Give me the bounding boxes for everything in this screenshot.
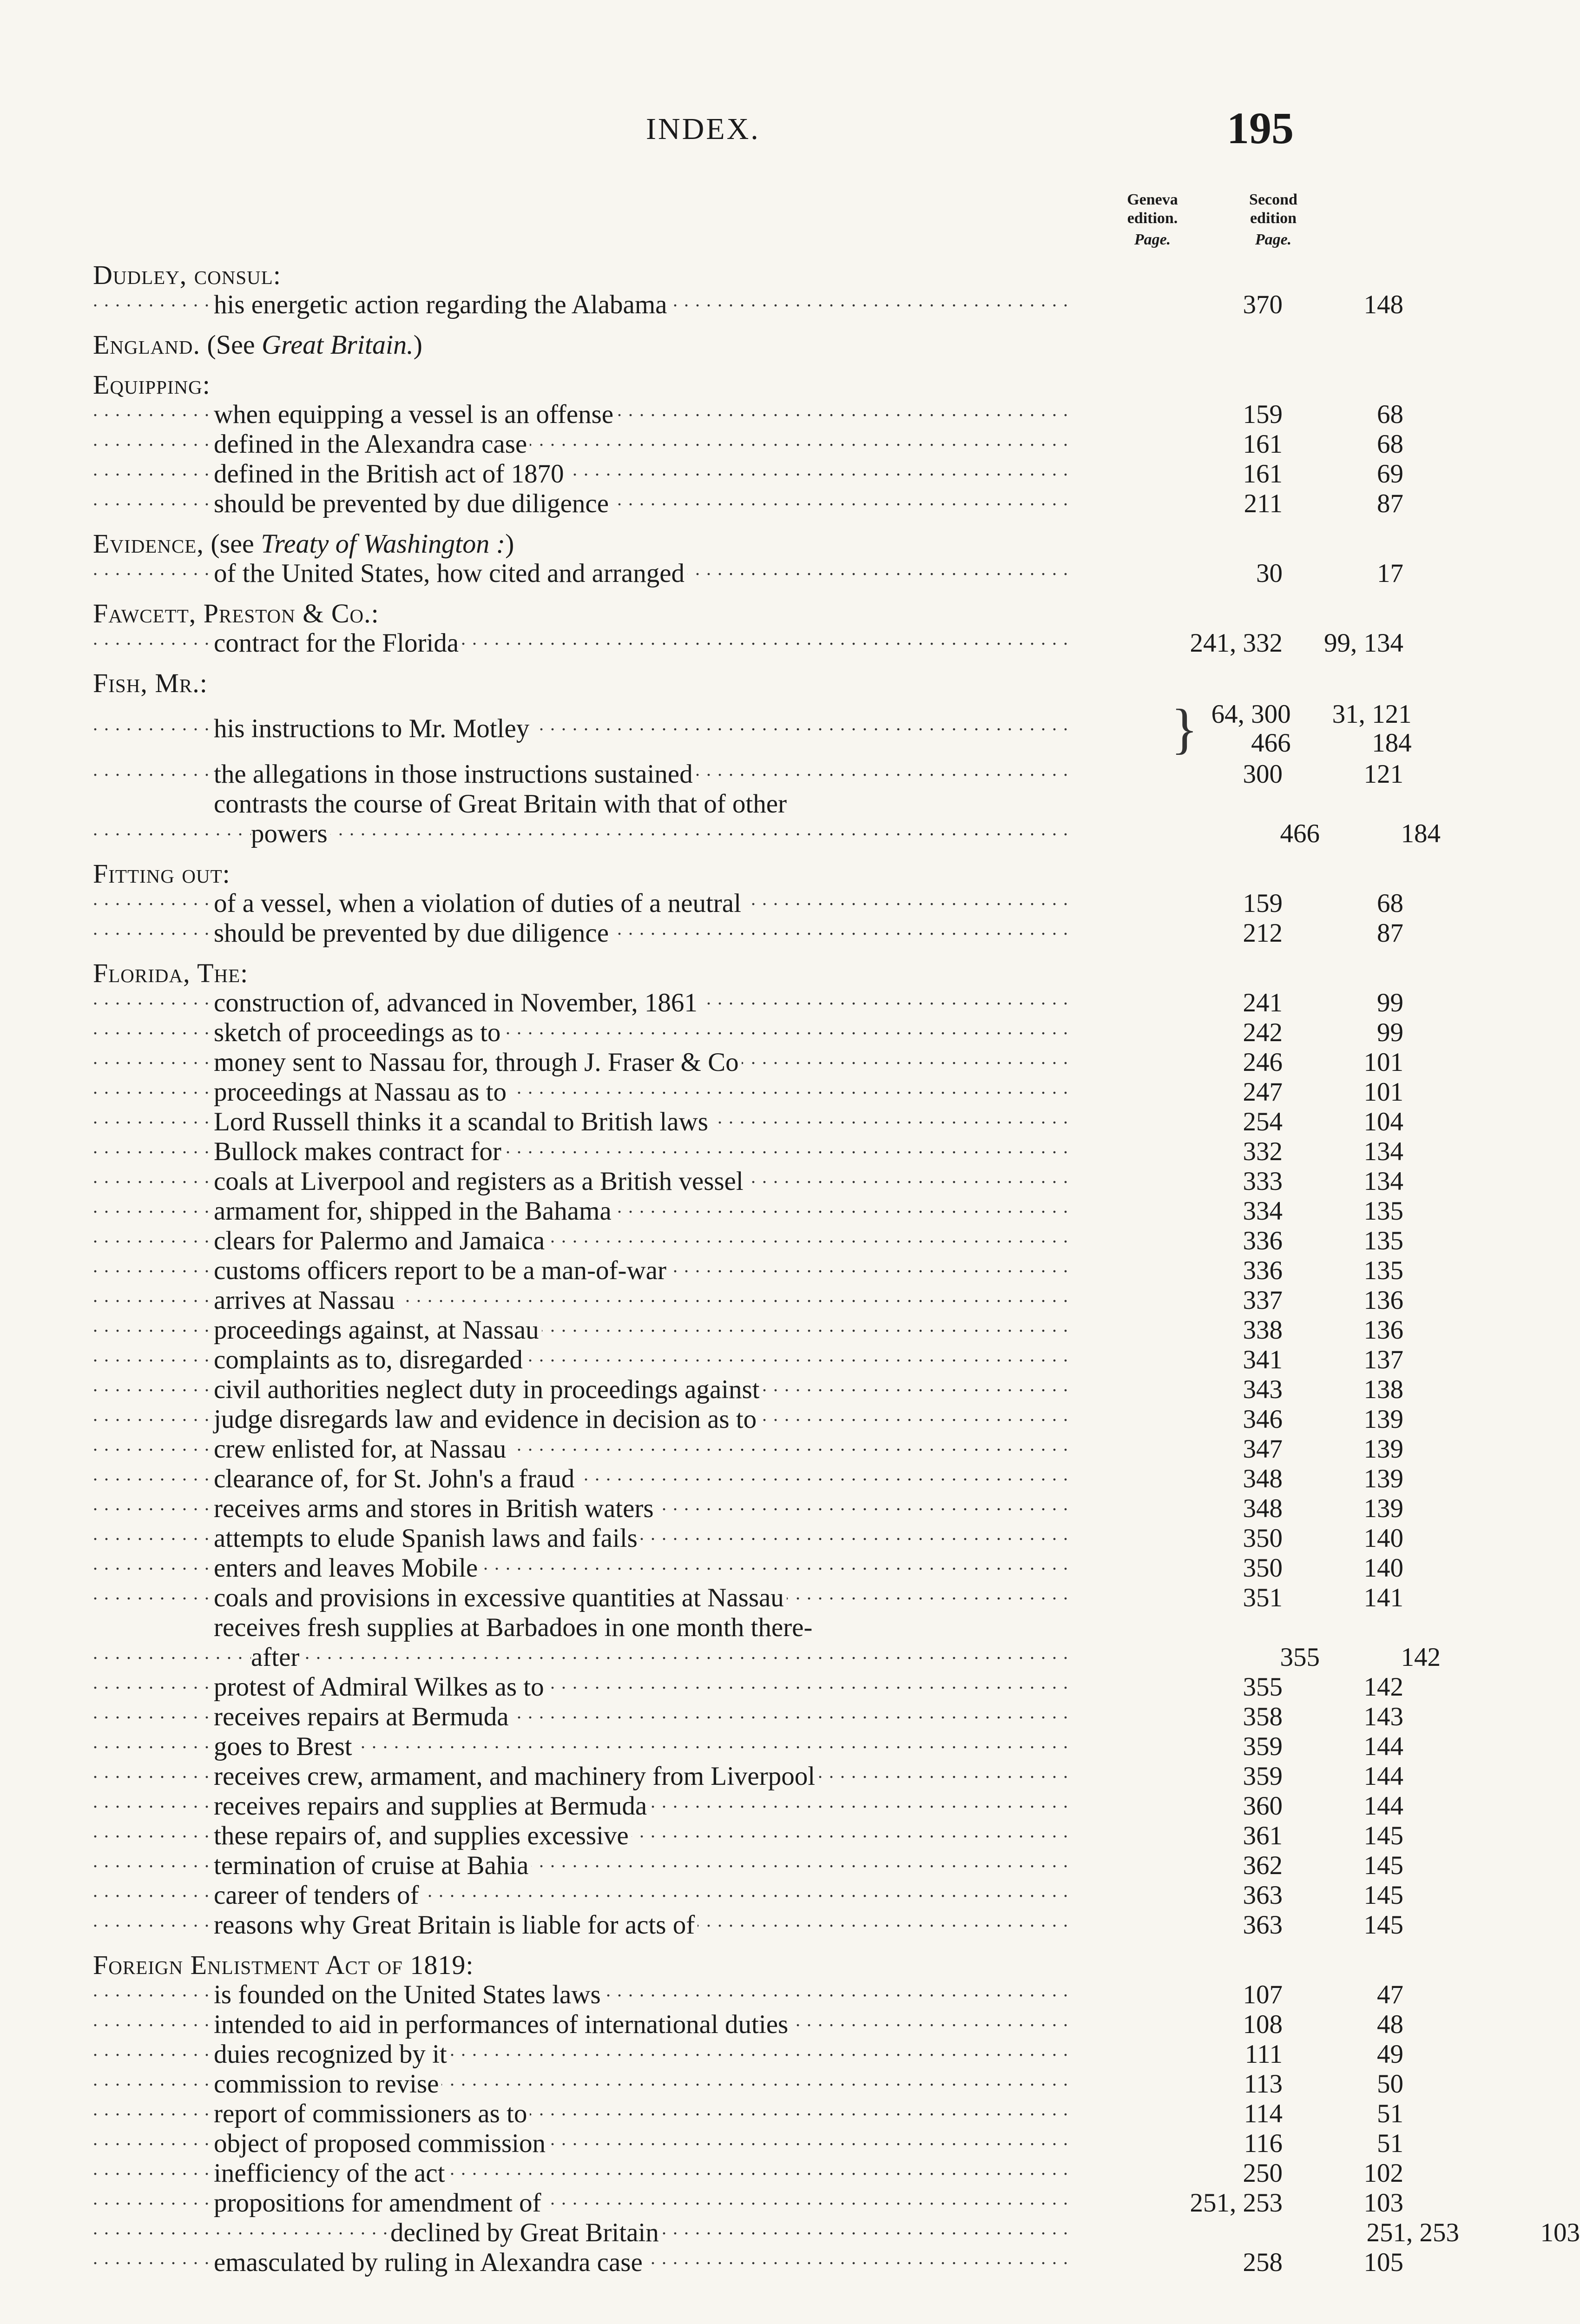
geneva-page-ref: 241, 332 [1190,628,1283,658]
geneva-heading-page: Page. [1134,231,1171,248]
geneva-page-ref: 113 [1244,2069,1283,2099]
subentry-text: proceedings at Nassau as to [214,1077,509,1107]
second-page-ref: 50 [1377,2069,1403,2099]
index-subentry [93,789,1348,819]
subentry-text: declined by Great Britain [390,2218,662,2247]
subentry-text: of a vessel, when a violation of duties of a neutral [214,889,744,918]
subentry-text: intended to aid in performances of international duties [214,2010,791,2039]
geneva-page-ref: 254 [1243,1107,1283,1136]
second-page-ref [1310,700,1412,758]
second-page-ref: 99 [1377,988,1403,1017]
second-page-ref: 134 [1363,1167,1403,1196]
index-subentry [93,918,1403,948]
entry-heading-text: Foreign Enlistment Act of 1819: [93,1950,474,1980]
second-page-ref: 68 [1377,889,1403,918]
geneva-page-ref: 359 [1243,1732,1283,1761]
geneva-page-ref: 363 [1243,1910,1283,1940]
subentry-text: coals at Liverpool and registers as a British vessel [214,1167,746,1196]
page-header [0,102,1501,158]
geneva-page-ref: 247 [1243,1077,1283,1107]
index-entry [93,598,1403,658]
second-page-ref: 136 [1363,1286,1403,1315]
index-subentry [93,290,1403,320]
subentry-text: object of proposed commission [214,2129,548,2158]
second-page-ref: 87 [1377,489,1403,518]
subentry-text: his instructions to Mr. Motley [214,714,532,743]
geneva-page-ref [1198,700,1310,758]
subentry-text: receives repairs and supplies at Bermuda [214,1791,650,1821]
geneva-page-ref: 336 [1243,1226,1283,1255]
entry-heading-text: Dudley, consul: [93,260,281,290]
index-subentry [93,1762,1403,1791]
subentry-text: inefficiency of the act [214,2159,448,2188]
second-page-ref: 99, 134 [1324,628,1403,658]
second-page-ref: 103 [1363,2188,1403,2218]
index-entry [93,528,1403,588]
second-page-ref: 99 [1377,1018,1403,1047]
second-page-ref: 135 [1363,1226,1403,1255]
index-list [93,260,1580,2288]
cross-reference-prefix: (see [211,528,261,559]
subentry-text: construction of, advanced in November, 1861 [214,988,700,1017]
index-subentry [93,1167,1403,1196]
second-page-ref: 136 [1363,1315,1403,1345]
second-page-ref: 47 [1377,1980,1403,2009]
subentry-text: defined in the British act of 1870 [214,459,567,489]
second-page-ref: 69 [1377,459,1403,489]
subentry-text: his energetic action regarding the Alabama [214,290,670,319]
index-subentry [93,759,1403,789]
second-page-ref: 145 [1363,1821,1403,1850]
subentry-text: is founded on the United States laws [214,1980,604,2009]
subentry-text: customs officers report to be a man-of-war [214,1256,669,1285]
geneva-page-ref: 359 [1243,1762,1283,1791]
second-page-ref: 139 [1363,1494,1403,1523]
index-subentry [93,628,1403,658]
cross-reference-target: Great Britain. [262,330,414,360]
page-ref-value: 184 [1372,728,1412,758]
entry-heading-text: Fawcett, Preston & Co.: [93,598,379,628]
geneva-page-ref: 360 [1243,1791,1283,1821]
second-page-ref: 138 [1363,1375,1403,1404]
entry-heading-text: Florida, The: [93,958,249,988]
geneva-page-ref: 337 [1243,1286,1283,1315]
geneva-page-ref: 333 [1243,1167,1283,1196]
geneva-page-ref: 107 [1243,1980,1283,2009]
geneva-page-ref: 348 [1243,1494,1283,1523]
second-page-ref: 17 [1377,559,1403,588]
second-page-ref: 141 [1363,1583,1403,1612]
second-page-ref: 135 [1363,1196,1403,1226]
second-page-ref: 142 [1401,1643,1441,1672]
subentry-text: propositions for amendment of [214,2188,544,2218]
geneva-page-ref: 246 [1243,1048,1283,1077]
geneva-heading-line1: Geneva [1127,191,1178,208]
subentry-text: Lord Russell thinks it a scandal to British laws [214,1107,711,1136]
second-page-ref: 87 [1377,918,1403,948]
subentry-text: proceedings against, at Nassau [214,1315,542,1345]
subentry-text: crew enlisted for, at Nassau [214,1434,509,1464]
subentry-text: when equipping a vessel is an offense [214,400,616,429]
geneva-page-ref: 251, 253 [1366,2218,1459,2247]
index-subentry [93,489,1403,519]
second-edition-heading [1227,191,1320,249]
entry-heading-text: England. [93,330,201,360]
index-subentry [93,559,1403,588]
second-page-ref: 142 [1363,1672,1403,1702]
second-page-ref: 51 [1377,2129,1403,2158]
second-page-ref: 49 [1377,2040,1403,2069]
subentry-text: sketch of proceedings as to [214,1018,503,1047]
index-entry [93,958,1441,1940]
entry-heading [93,330,1348,360]
second-page-ref: 105 [1363,2248,1403,2277]
geneva-page-ref: 346 [1243,1405,1283,1434]
second-page-ref: 148 [1363,290,1403,319]
second-page-ref: 102 [1363,2159,1403,2188]
geneva-page-ref: 114 [1244,2099,1283,2128]
subentry-text: Bullock makes contract for [214,1137,504,1166]
subentry-text: of the United States, how cited and arranged [214,559,687,588]
geneva-page-ref: 242 [1243,1018,1283,1047]
index-entry [93,260,1403,320]
second-page-ref: 145 [1363,1881,1403,1910]
geneva-page-ref: 300 [1243,759,1283,789]
index-entry [93,330,1348,360]
second-page-ref: 104 [1363,1107,1403,1136]
index-subentry [93,698,1412,759]
entry-heading-text: Evidence, [93,528,204,559]
subentry-text: clears for Palermo and Jamaica [214,1226,547,1255]
geneva-page-ref: 159 [1243,400,1283,429]
geneva-page-ref: 347 [1243,1434,1283,1464]
subentry-text: arrives at Nassau [214,1286,397,1315]
subentry-text: duies recognized by it [214,2040,450,2069]
cross-reference [200,330,422,360]
subentry-text: judge disregards law and evidence in decision as to [214,1405,759,1434]
geneva-heading-line2: edition. [1127,210,1178,227]
geneva-page-ref: 350 [1243,1524,1283,1553]
subentry-text: after [251,1643,302,1672]
geneva-page-ref: 348 [1243,1464,1283,1493]
geneva-page-ref: 332 [1243,1137,1283,1166]
subentry-text: powers [251,819,330,848]
subentry-text: enters and leaves Mobile [214,1553,481,1583]
index-subentry [93,1613,1348,1643]
second-heading-line2: edition [1250,210,1297,227]
second-page-ref: 68 [1377,400,1403,429]
geneva-page-ref: 116 [1244,2129,1283,2158]
geneva-page-ref: 466 [1280,819,1320,848]
second-page-ref: 143 [1363,1702,1403,1731]
geneva-page-ref: 355 [1243,1672,1283,1702]
subentry-text: should be prevented by due diligence [214,489,612,518]
second-page-ref: 140 [1363,1553,1403,1583]
geneva-page-ref: 212 [1243,918,1283,948]
index-subentry [93,1048,1403,1077]
geneva-page-ref: 351 [1243,1583,1283,1612]
second-page-ref: 139 [1363,1434,1403,1464]
second-page-ref: 134 [1363,1137,1403,1166]
index-subentry [93,1405,1403,1434]
subentry-text: should be prevented by due diligence [214,918,612,948]
subentry-text: receives arms and stores in British waters [214,1494,657,1523]
geneva-page-ref: 350 [1243,1553,1283,1583]
second-page-ref: 51 [1377,2099,1403,2128]
geneva-page-ref: 370 [1243,290,1283,319]
second-heading-line1: Second [1249,191,1297,208]
geneva-page-ref: 355 [1280,1643,1320,1672]
subentry-text: receives crew, armament, and machinery from Liverpool [214,1762,818,1791]
geneva-page-ref: 362 [1243,1851,1283,1880]
subentry-text: receives fresh supplies at Barbadoes in one month there- [214,1613,815,1642]
cross-reference-target: Treaty of Washington : [261,528,506,559]
second-heading-page: Page. [1255,231,1292,248]
brace-mark: } [1171,698,1198,759]
geneva-page-ref: 161 [1243,429,1283,459]
geneva-page-ref: 108 [1243,2010,1283,2039]
subentry-text: receives repairs at Bermuda [214,1702,512,1731]
cross-reference-suffix: ) [505,528,514,559]
subentry-text: career of tenders of [214,1881,421,1910]
index-entry [93,1950,1580,2278]
index-subentry [93,1583,1403,1613]
index-entry [93,370,1403,519]
geneva-page-ref: 211 [1244,489,1283,518]
geneva-page-ref: 358 [1243,1702,1283,1731]
second-page-ref: 145 [1363,1851,1403,1880]
second-page-ref: 145 [1363,1910,1403,1940]
index-subentry [93,819,1441,849]
subentry-text: complaints as to, disregarded [214,1345,526,1374]
second-page-ref: 137 [1363,1345,1403,1374]
second-page-ref: 139 [1363,1464,1403,1493]
subentry-text: attempts to elude Spanish laws and fails [214,1524,640,1553]
index-entry [93,668,1441,849]
geneva-page-ref: 241 [1243,988,1283,1017]
second-page-ref: 101 [1363,1048,1403,1077]
subentry-text: contrasts the course of Great Britain with that of other [214,789,790,819]
page-ref-value: 31, 121 [1332,700,1412,729]
second-page-ref: 144 [1363,1762,1403,1791]
cross-reference-prefix: (See [207,330,262,360]
subentry-text: termination of cruise at Bahia [214,1851,531,1880]
subentry-text: contract for the Florida [214,628,461,658]
subentry-text: civil authorities neglect duty in proceedings against [214,1375,763,1404]
page-number: 195 [1227,103,1294,153]
entry-heading-text: Equipping: [93,370,211,400]
index-subentry [93,2010,1403,2040]
second-page-ref: 121 [1363,759,1403,789]
geneva-edition-heading [1106,191,1199,249]
geneva-page-ref: 334 [1243,1196,1283,1226]
subentry-text: report of commissioners as to [214,2099,530,2128]
index-subentry [93,1375,1403,1405]
subentry-text: the allegations in those instructions sustained [214,759,696,789]
subentry-text: armament for, shipped in the Bahama [214,1196,614,1226]
subentry-text: protest of Admiral Wilkes as to [214,1672,547,1702]
second-page-ref: 140 [1363,1524,1403,1553]
second-page-ref: 101 [1363,1077,1403,1107]
geneva-page-ref: 159 [1243,889,1283,918]
index-subentry [93,889,1403,918]
subentry-text: goes to Brest [214,1732,355,1761]
geneva-page-ref: 30 [1256,559,1283,588]
geneva-page-ref: 258 [1243,2248,1283,2277]
subentry-text: defined in the Alexandra case [214,429,530,459]
geneva-page-ref: 251, 253 [1190,2188,1283,2218]
entry-heading-text: Fitting out: [93,858,230,889]
index-entry [93,858,1403,948]
page-ref-value: 466 [1251,728,1291,758]
subentry-text: coals and provisions in excessive quantities at Nassau [214,1583,787,1612]
subentry-text: emasculated by ruling in Alexandra case [214,2248,645,2277]
geneva-page-ref: 250 [1243,2159,1283,2188]
geneva-page-ref: 336 [1243,1256,1283,1285]
subentry-text: commission to revise [214,2069,441,2099]
page-ref-value: 64, 300 [1211,700,1291,729]
second-page-ref: 48 [1377,2010,1403,2039]
geneva-page-ref: 361 [1243,1821,1283,1850]
second-page-ref: 144 [1363,1791,1403,1821]
subentry-text: reasons why Great Britain is liable for acts of [214,1910,698,1940]
entry-heading-text: Fish, Mr.: [93,668,208,698]
entry-heading [93,668,1348,698]
second-page-ref: 139 [1363,1405,1403,1434]
second-page-ref: 184 [1401,819,1441,848]
second-page-ref: 103 [1540,2218,1580,2247]
geneva-page-ref: 161 [1243,459,1283,489]
geneva-page-ref: 363 [1243,1881,1283,1910]
header-title: INDEX. [646,112,760,146]
geneva-page-ref: 343 [1243,1375,1283,1404]
geneva-page-ref: 338 [1243,1315,1283,1345]
subentry-text: clearance of, for St. John's a fraud [214,1464,577,1493]
index-subentry [93,2248,1403,2278]
geneva-page-ref: 341 [1243,1345,1283,1374]
second-page-ref: 68 [1377,429,1403,459]
cross-reference-suffix: ) [413,330,422,360]
index-subentry [93,1910,1403,1940]
second-page-ref: 144 [1363,1732,1403,1761]
subentry-text: these repairs of, and supplies excessive [214,1821,632,1850]
geneva-page-ref: 111 [1244,2040,1283,2069]
second-page-ref: 135 [1363,1256,1403,1285]
subentry-text: money sent to Nassau for, through J. Fraser & Co [214,1048,742,1077]
